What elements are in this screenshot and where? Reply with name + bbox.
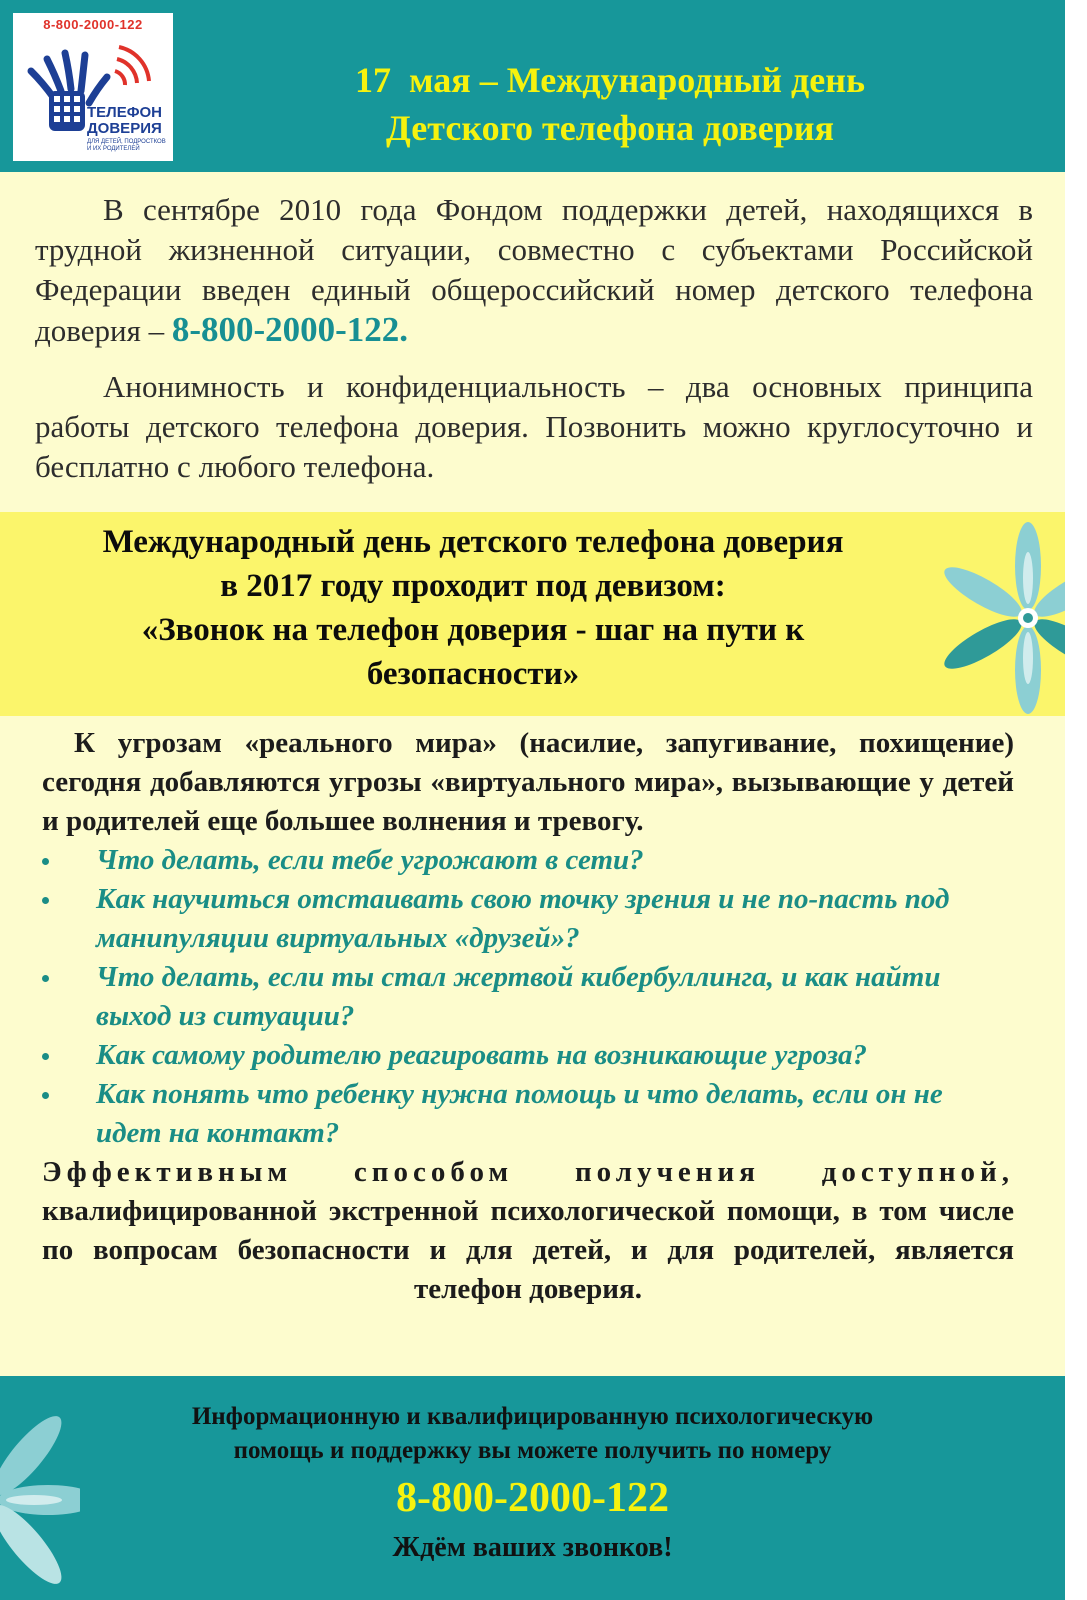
question-text: Как научиться отстаивать свою точку зрения и не по-пасть под манипуляции виртуальных «друзей»?	[96, 883, 950, 954]
bullet-icon	[42, 897, 49, 904]
conclusion-rest: квалифицированной экстренной психологической помощи, в том числе по вопросам безопасности и для детей, и для родителей, является телефон доверия.	[42, 1195, 1014, 1305]
list-item	[42, 1036, 1014, 1075]
helpline-logo	[13, 13, 173, 161]
conclusion-lead: Эффективным способом получения доступной,	[42, 1156, 1014, 1188]
question-text: Что делать, если тебе угрожают в сети?	[96, 844, 644, 876]
page-title-line: 17 мая – Международный день	[354, 60, 866, 100]
questions-list	[42, 841, 1014, 1153]
logo-title	[87, 105, 162, 137]
page-title-line: Детского телефона доверия	[386, 108, 834, 148]
motto-line: в 2017 году проходит под девизом:	[220, 568, 726, 604]
intro-paragraph: Анонимность и конфиденциальность – два основных принципа работы детского телефона доверия. Позвонить можно круглосуточно и бесплатно с любого телефона.	[35, 369, 1033, 484]
bullet-icon	[42, 1053, 49, 1060]
footer-info-line: помощь и поддержку вы можете получить по номеру	[233, 1437, 832, 1464]
logo-title-line: ДОВЕРИЯ	[87, 120, 162, 137]
decorative-flower-icon	[0, 1350, 80, 1600]
list-item	[42, 841, 1014, 880]
bullet-icon	[42, 1092, 49, 1099]
bullet-icon	[42, 858, 49, 865]
logo-subtitle	[87, 139, 171, 153]
header-band	[0, 0, 1065, 172]
intro-paragraph	[35, 190, 1033, 351]
list-item	[42, 880, 1014, 958]
logo-phone-number: 8-800-2000-122	[43, 17, 143, 32]
motto-line: «Звонок на телефон доверия - шаг на пути к	[141, 612, 805, 648]
question-text: Как понять что ребенку нужна помощь и что делать, если он не идет на контакт?	[96, 1078, 943, 1149]
question-text: Как самому родителю реагировать на возникающие угроза?	[96, 1039, 868, 1071]
page-title	[190, 56, 1030, 152]
intro-text: В сентябре 2010 года Фондом поддержки детей, находящихся в трудной жизненной ситуации, совместно с субъектами Российской Федерации введен единый общероссийский номер детского телефона доверия –	[35, 192, 1033, 348]
footer-phone-number: 8-800-2000-122	[396, 1475, 669, 1521]
motto-line: безопасности»	[366, 656, 580, 692]
threats-section	[42, 724, 1014, 1309]
list-item	[42, 1075, 1014, 1153]
motto-line: Международный день детского телефона доверия	[102, 524, 844, 560]
logo-title-line: ТЕЛЕФОН	[87, 104, 162, 121]
bullet-icon	[42, 975, 49, 982]
logo-subtitle-line: И ИХ РОДИТЕЛЕЙ	[87, 146, 140, 152]
question-text: Что делать, если ты стал жертвой кибербуллинга, и как найти выход из ситуации?	[96, 961, 941, 1032]
footer-info	[120, 1400, 945, 1468]
footer-info-line: Информационную и квалифицированную психологическую	[191, 1403, 874, 1430]
conclusion-text	[42, 1153, 1014, 1309]
intro-section	[35, 190, 1033, 487]
footer-call-to-action: Ждём ваших звонков!	[392, 1532, 673, 1563]
decorative-flower-icon	[938, 520, 1065, 715]
threats-intro: К угрозам «реального мира» (насилие, запугивание, похищение) сегодня добавляются угрозы «виртуального мира», вызывающие у детей и родителей еще большее волнения и тревогу.	[42, 727, 1014, 837]
motto-text	[20, 520, 926, 696]
logo-subtitle-line: ДЛЯ ДЕТЕЙ, ПОДРОСТКОВ	[87, 139, 166, 145]
intro-phone-number: 8-800-2000-122.	[171, 310, 409, 349]
list-item	[42, 958, 1014, 1036]
